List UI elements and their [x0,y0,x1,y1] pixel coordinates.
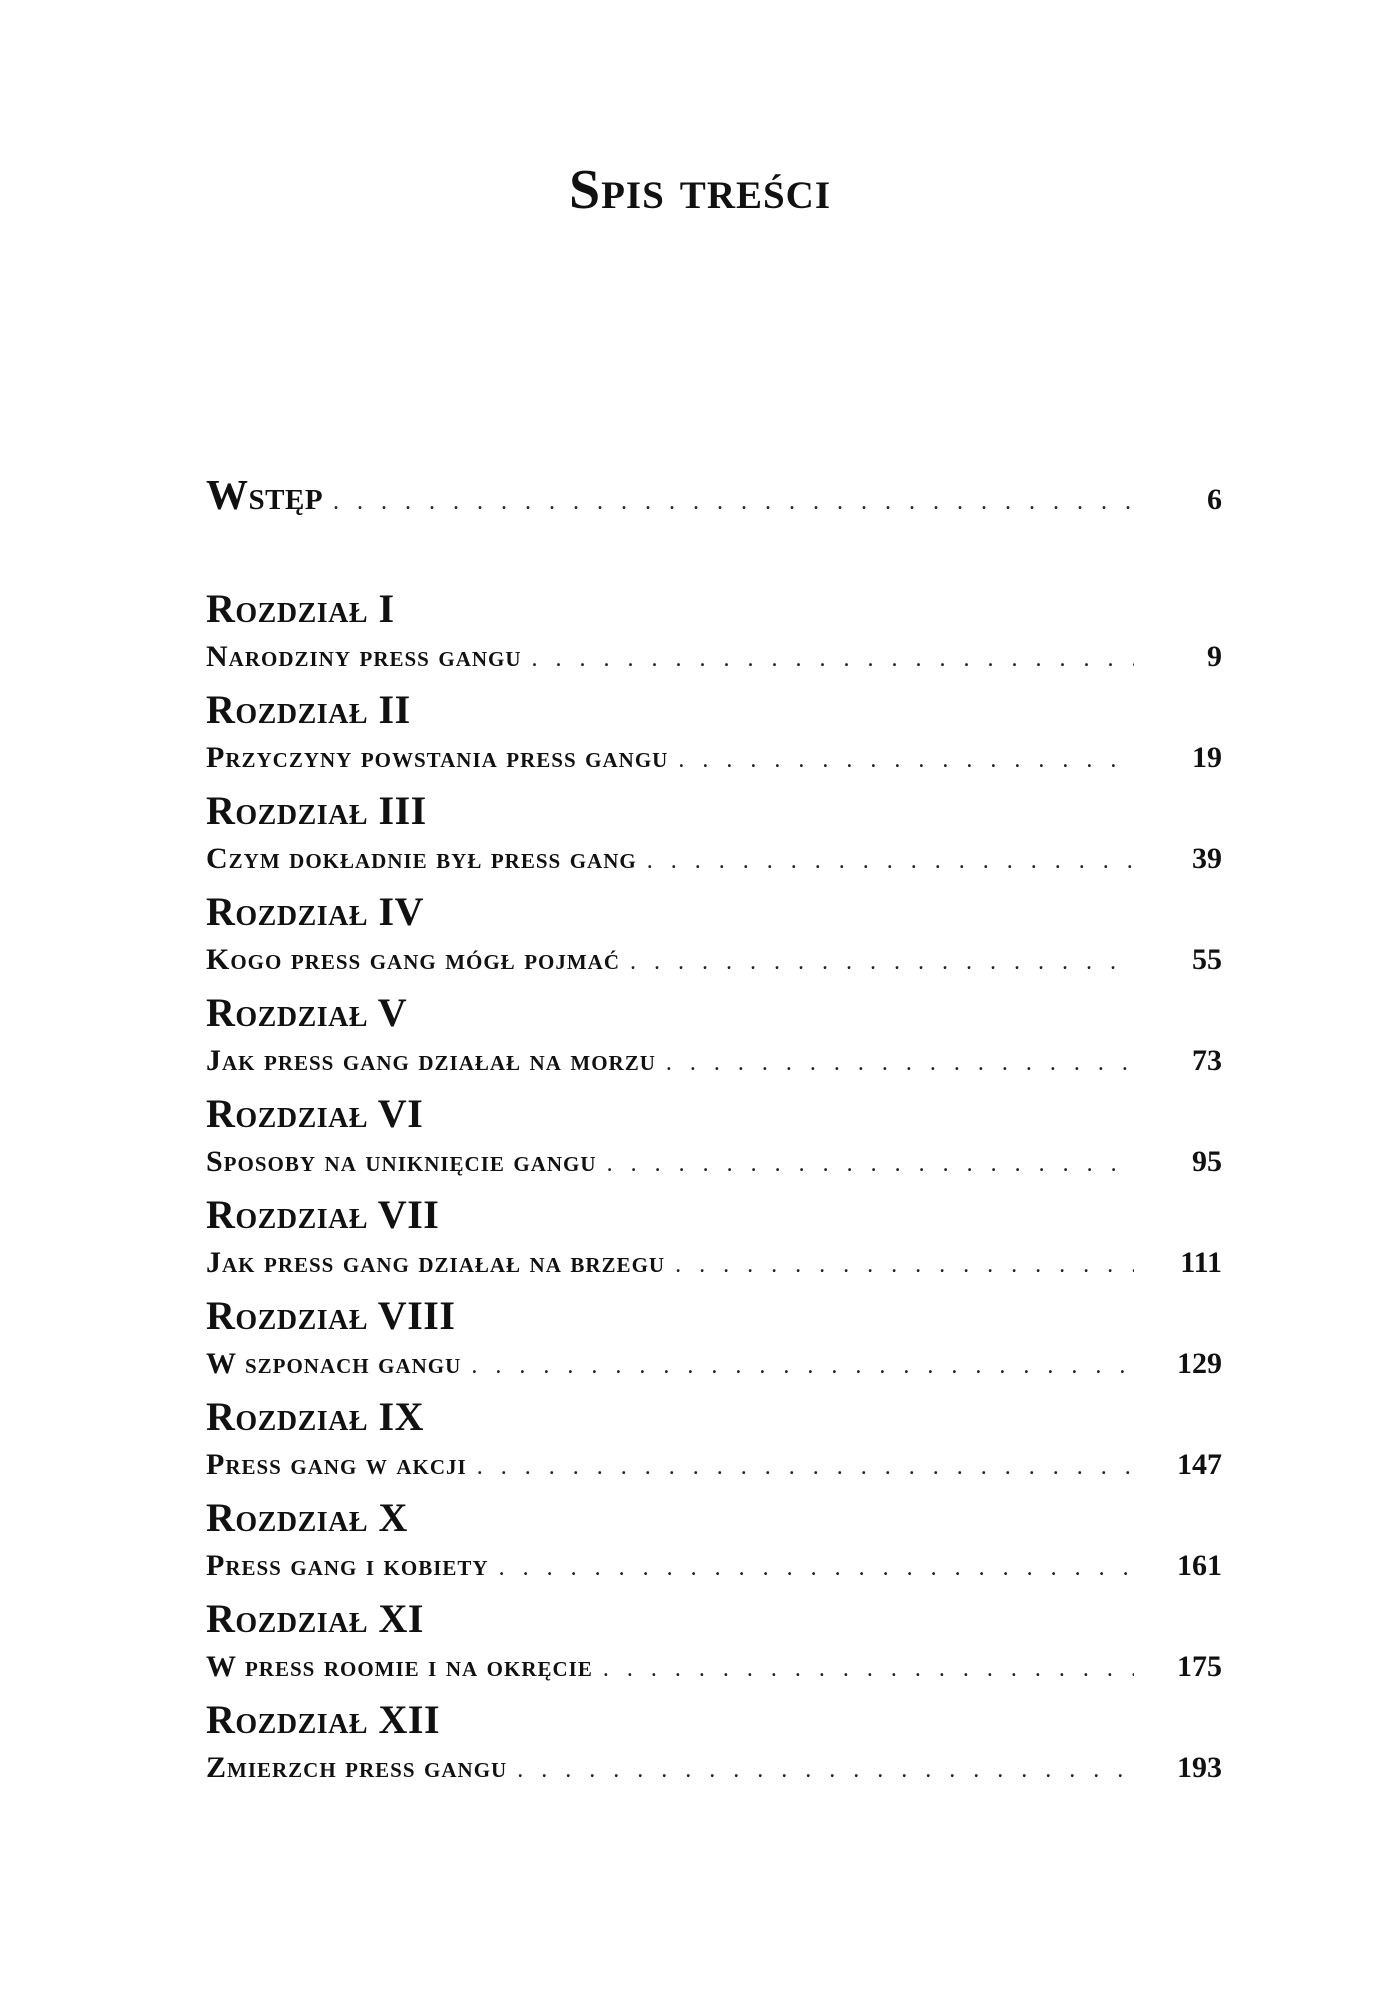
toc-chapter[interactable] [206,1190,1222,1291]
chapter-title: Czym dokładnie był press gang [206,842,637,875]
chapter-heading: Rozdział VIII [206,1293,456,1338]
chapter-title: Narodziny press gangu [206,640,522,673]
chapter-heading: Rozdział VII [206,1192,440,1237]
toc-chapter[interactable] [206,1291,1222,1392]
chapter-title: Sposoby na uniknięcie gangu [206,1145,597,1178]
toc-chapter[interactable] [206,786,1222,887]
toc-page-number: 9 [1207,640,1222,673]
chapter-title: Zmierzch press gangu [206,1751,508,1784]
dot-leader [666,1040,1134,1086]
toc-page-number: 175 [1177,1650,1222,1683]
chapter-heading: Rozdział XI [206,1596,424,1641]
dot-leader [675,1242,1134,1288]
chapter-heading: Rozdział I [206,586,395,631]
chapter-title: Press gang w akcji [206,1448,467,1481]
toc-chapter[interactable] [206,685,1222,786]
chapter-title: Przyczyny powstania press gangu [206,741,669,774]
toc-page-number: 111 [1180,1246,1222,1279]
chapter-row [206,836,1222,882]
dot-leader [630,939,1134,985]
chapter-heading: Rozdział VI [206,1091,424,1136]
dot-leader [477,1444,1134,1490]
toc-page-number: 39 [1192,842,1222,875]
chapter-row [206,634,1222,680]
dot-leader [471,1343,1134,1389]
toc-entry-intro[interactable] [206,472,1222,536]
toc-chapter[interactable] [206,584,1222,685]
chapter-title: W szponach gangu [206,1347,462,1380]
toc-chapter[interactable] [206,1493,1222,1594]
chapter-heading: Rozdział V [206,990,408,1035]
toc-page-number: 95 [1192,1145,1222,1178]
toc-page-number: 73 [1192,1044,1222,1077]
dot-leader [517,1747,1134,1793]
chapter-title: Press gang i kobiety [206,1549,489,1582]
chapter-row [206,735,1222,781]
chapter-title: Kogo press gang mógł pojmać [206,943,621,976]
dot-leader [603,1646,1134,1692]
toc-page-number: 193 [1177,1751,1222,1784]
chapter-heading: Rozdział II [206,687,411,732]
chapter-heading: Rozdział IX [206,1394,424,1439]
page-title: Spis treści [568,159,832,221]
dot-leader [333,489,1134,516]
toc-page-number: 129 [1177,1347,1222,1380]
dot-leader [647,838,1134,884]
toc-page-number: 6 [1207,483,1222,516]
chapter-row [206,1341,1222,1387]
toc-chapter[interactable] [206,1594,1222,1695]
toc-page-number: 147 [1177,1448,1222,1481]
toc-page-number: 19 [1192,741,1222,774]
toc-entry-label: Wstęp [206,473,324,519]
chapter-row [206,1543,1222,1589]
dot-leader [678,737,1134,783]
chapter-heading: Rozdział III [206,788,427,833]
chapter-heading: Rozdział XII [206,1697,441,1742]
chapter-row [206,1442,1222,1488]
chapter-title: Jak press gang działał na brzegu [206,1246,666,1279]
toc-page-number: 55 [1192,943,1222,976]
chapter-row [206,937,1222,983]
chapter-title: Jak press gang działał na morzu [206,1044,656,1077]
dot-leader [499,1545,1134,1591]
dot-leader [532,636,1134,682]
chapter-row [206,1139,1222,1185]
chapter-row [206,1038,1222,1084]
table-of-contents [206,472,1222,1796]
toc-chapter[interactable] [206,988,1222,1089]
chapter-row [206,1745,1222,1791]
chapter-heading: Rozdział IV [206,889,424,934]
chapter-row [206,1644,1222,1690]
dot-leader [607,1141,1134,1187]
toc-chapter[interactable] [206,887,1222,988]
chapter-title: W press roomie i na okręcie [206,1650,593,1683]
chapter-heading: Rozdział X [206,1495,408,1540]
toc-chapter[interactable] [206,1695,1222,1796]
chapter-row [206,1240,1222,1286]
toc-chapter[interactable] [206,1089,1222,1190]
toc-page-number: 161 [1177,1549,1222,1582]
toc-chapter[interactable] [206,1392,1222,1493]
